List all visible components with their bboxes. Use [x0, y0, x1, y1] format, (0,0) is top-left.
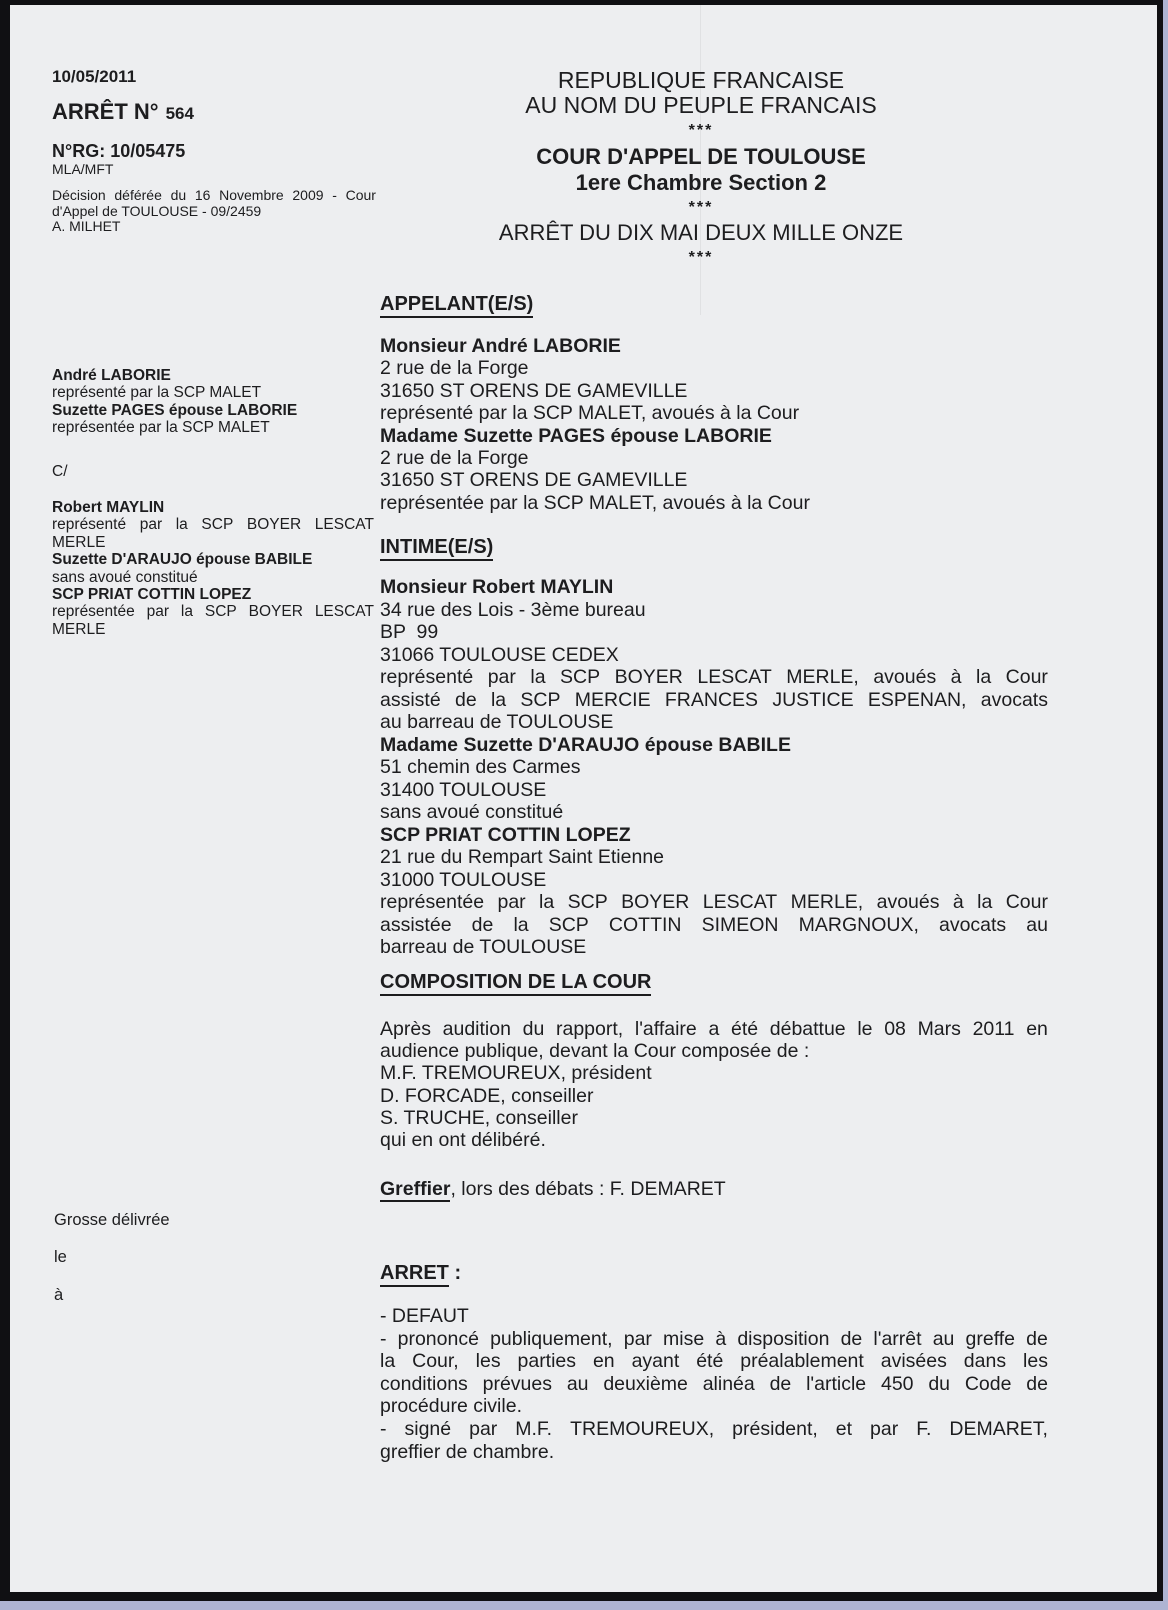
respondents-heading-text: INTIME(E/S) [380, 536, 493, 561]
respondent-detail-line: 31066 TOULOUSE CEDEX [380, 643, 619, 666]
composition-heading [380, 971, 651, 996]
appellants-details-block [380, 335, 1048, 514]
composition-line: M.F. TREMOUREUX, président [380, 1062, 652, 1085]
arret-details-block [380, 1305, 1048, 1463]
greffier-line [380, 1178, 726, 1201]
sidebar-party-line: SCP PRIAT COTTIN LOPEZ [52, 586, 252, 604]
respondent-detail-line: 31400 TOULOUSE [380, 778, 547, 801]
grosse-delivree-label: Grosse délivrée [54, 1211, 170, 1229]
grosse-a-label: à [54, 1286, 64, 1304]
sidebar-party-line: Suzette PAGES épouse LABORIE [52, 401, 298, 419]
greffier-label: Greffier [380, 1178, 451, 1200]
arret-line: procédure civile. [380, 1395, 522, 1418]
arret-number [52, 99, 194, 125]
composition-line: S. TRUCHE, conseiller [380, 1106, 578, 1129]
arret-line: - signé par M.F. TREMOUREUX, président, et par F. DEMARET, [380, 1417, 1048, 1440]
sidebar-respondents-block [52, 499, 374, 638]
sidebar-party-line: représenté par la SCP BOYER LESCAT [52, 516, 374, 534]
arret-line: la Cour, les parties en ayant été préalablement avisées dans les [380, 1350, 1048, 1373]
respondents-heading [380, 536, 493, 561]
respondents-details-block [380, 576, 1048, 959]
decision-date: 10/05/2011 [52, 67, 137, 86]
appellant-detail-line: Monsieur André LABORIE [380, 335, 621, 357]
appellant-detail-line: représenté par la SCP MALET, avoués à la Cour [380, 402, 800, 425]
referred-decision-line: Décision déférée du 16 Novembre 2009 - Cour [52, 187, 376, 203]
sidebar-party-line: André LABORIE [52, 367, 171, 384]
arret-line: greffier de chambre. [380, 1440, 555, 1463]
respondent-detail-line: Madame Suzette D'ARAUJO épouse BABILE [380, 733, 791, 756]
stars-separator: *** [688, 199, 714, 216]
sidebar-party-line: Suzette D'ARAUJO épouse BABILE [52, 551, 313, 569]
referred-decision-line: A. MILHET [52, 218, 121, 234]
appellant-detail-line: Madame Suzette PAGES épouse LABORIE [380, 424, 772, 447]
composition-line: D. FORCADE, conseiller [380, 1084, 594, 1107]
respondent-detail-line: sans avoué constitué [380, 801, 564, 823]
respondent-detail-line: 31000 TOULOUSE [380, 868, 547, 891]
respondent-detail-line: BP 99 [380, 621, 439, 643]
sidebar-party-line: représentée par la SCP MALET [52, 419, 270, 437]
stars-separator: *** [688, 122, 714, 139]
appellant-detail-line: représentée par la SCP MALET, avoués à la Cour [380, 491, 810, 514]
appellant-detail-line: 2 rue de la Forge [380, 447, 529, 470]
respondent-detail-line: SCP PRIAT COTTIN LOPEZ [380, 823, 631, 846]
arret-line: - DEFAUT [380, 1305, 469, 1327]
appellant-detail-line: 31650 ST ORENS DE GAMEVILLE [380, 469, 688, 492]
composition-details-block [380, 1018, 1048, 1151]
respondent-detail-line: 51 chemin des Carmes [380, 756, 581, 778]
respondent-detail-line: 21 rue du Rempart Saint Etienne [380, 846, 665, 868]
sidebar-appellants-block [52, 367, 374, 437]
grosse-le-label: le [54, 1248, 67, 1266]
document-paper [10, 5, 1157, 1592]
appellant-detail-line: 2 rue de la Forge [380, 357, 529, 380]
composition-line: audience publique, devant la Cour composée de : [380, 1040, 810, 1063]
composition-line: Après audition du rapport, l'affaire a été débattue le 08 Mars 2011 en [380, 1018, 1048, 1040]
respondent-detail-line: Monsieur Robert MAYLIN [380, 576, 614, 598]
stars-separator: *** [688, 249, 714, 266]
referred-decision-line: d'Appel de TOULOUSE - 09/2459 [52, 202, 262, 219]
sidebar-party-line: représenté par la SCP MALET [52, 384, 262, 402]
clerk-initials: MLA/MFT [52, 161, 114, 177]
header-chamber: 1ere Chambre Section 2 [575, 170, 827, 195]
appellants-heading-text: APPELANT(E/S) [380, 293, 533, 318]
header-arret-date-line: ARRÊT DU DIX MAI DEUX MILLE ONZE [498, 220, 904, 245]
document-header [365, 68, 1037, 270]
header-court-name: COUR D'APPEL DE TOULOUSE [536, 144, 866, 169]
respondent-detail-line: assisté de la SCP MERCIE FRANCES JUSTICE ESPENAN, avocats [380, 688, 1048, 711]
composition-heading-text: COMPOSITION DE LA COUR [380, 971, 651, 996]
header-republic: REPUBLIQUE FRANCAISE [557, 67, 845, 93]
appellant-detail-line: 31650 ST ORENS DE GAMEVILLE [380, 379, 688, 402]
respondent-detail-line: 34 rue des Lois - 3ème bureau [380, 598, 646, 621]
rg-number: N°RG: 10/05475 [52, 141, 186, 161]
arret-number-value: 564 [165, 104, 194, 123]
sidebar-party-line: Robert MAYLIN [52, 499, 165, 516]
sidebar-party-line: représentée par la SCP BOYER LESCAT [52, 603, 374, 621]
arret-line: - prononcé publiquement, par mise à disposition de l'arrêt au greffe de [380, 1327, 1048, 1350]
sidebar-versus: C/ [52, 463, 68, 480]
arret-heading-suffix: : [448, 1262, 462, 1284]
respondent-detail-line: barreau de TOULOUSE [380, 936, 587, 958]
referred-decision-reference [52, 188, 376, 235]
sidebar-party-line: sans avoué constitué [52, 568, 198, 586]
sidebar-party-line: MERLE [52, 533, 106, 551]
respondent-detail-line: représentée par la SCP BOYER LESCAT MERLE, avoués à la Cour [380, 891, 1048, 913]
arret-heading-text: ARRET [380, 1262, 449, 1287]
respondent-detail-line: assistée de la SCP COTTIN SIMEON MARGNOUX, avocats au [380, 913, 1048, 936]
composition-line: qui en ont délibéré. [380, 1129, 546, 1152]
arret-number-label: ARRÊT N° [52, 99, 159, 124]
header-in-the-name: AU NOM DU PEUPLE FRANCAIS [525, 92, 877, 118]
arret-heading [380, 1262, 461, 1287]
respondent-detail-line: représenté par la SCP BOYER LESCAT MERLE, avoués à la Cour [380, 666, 1048, 688]
sidebar-party-line: MERLE [52, 620, 106, 638]
greffier-text: , lors des débats : F. DEMARET [450, 1178, 726, 1200]
arret-line: conditions prévues au deuxième alinéa de l'article 450 du Code de [380, 1372, 1048, 1395]
respondent-detail-line: au barreau de TOULOUSE [380, 711, 614, 733]
appellants-heading [380, 293, 533, 318]
